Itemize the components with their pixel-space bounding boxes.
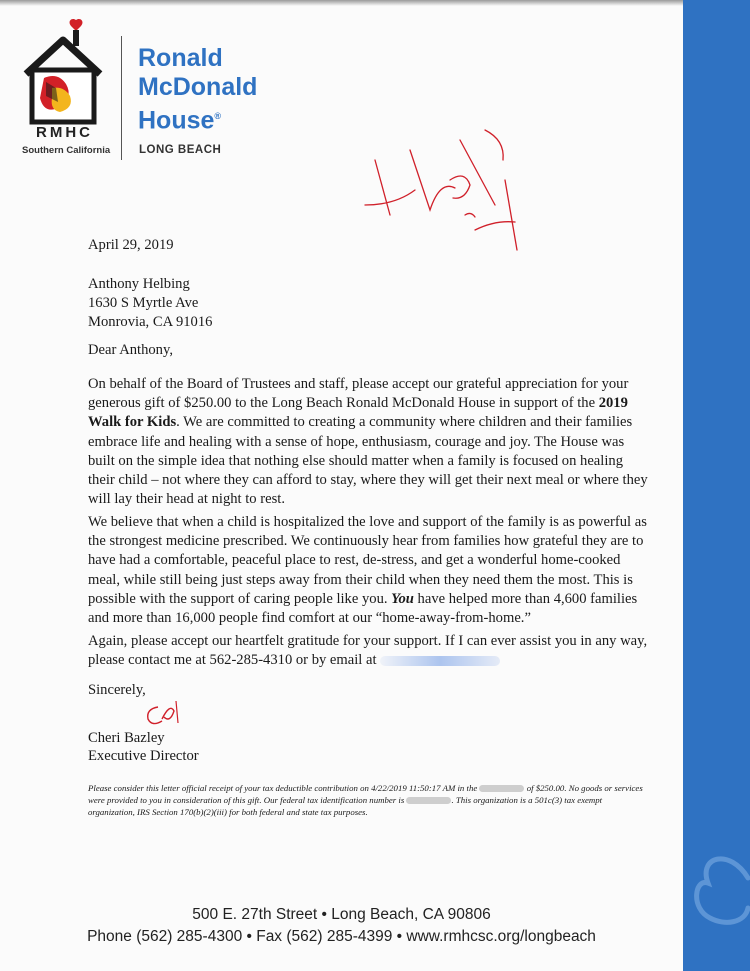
footer-contact: Phone (562) 285-4300 • Fax (562) 285-4399 • www.rmhcsc.org/longbeach <box>87 928 596 945</box>
signer-title: Executive Director <box>88 748 199 764</box>
event-name: 2019 Walk for Kids <box>88 395 628 431</box>
paragraph-1: On behalf of the Board of Trustees and staff, please accept our grateful appreciation for your generous gift of $250.00 to the Long Beach Ronald McDonald House in support of the 2019 Walk for Kids. We are committed to creating a community where children and their families embrace life and healing with a sense of hope, enthusiasm, courage and joy. The House was built on the simple idea that nothing else should matter when a family is focused on healing their child – not where they can afford to stay, where they will get their next meal or where they will lay their head at night to rest. <box>88 376 648 508</box>
rmhc-logo-icon <box>18 18 108 128</box>
recipient-street: 1630 S Myrtle Ave <box>88 295 199 311</box>
brand-line-1: Ronald <box>138 44 223 72</box>
redacted-method <box>479 785 524 792</box>
tax-receipt-note: Please consider this letter official receipt of your tax deductible contribution on 4/22/2019 11:50:17 AM in the of $250.00. No goods or services were provided to you in consideration of this gift. Our federal tax identification number is . This organization is a 501c(3) tax exempt organization, IRS Section 170(b)(2)(iii) for both federal and state tax purposes. <box>88 783 643 817</box>
signer-name: Cheri Bazley <box>88 730 165 746</box>
signature-initials <box>140 697 190 729</box>
paragraph-2: We believe that when a child is hospitalized the love and support of the family is as powerful as the strongest medicine prescribed. We continuously hear from families how grateful they are to have had a comfortable, peaceful place to rest, de-stress, and get a wonderful home-cooked meal, while still being just steps away from their child when they need them the most. This is possible with the support of caring people like you. You have helped more than 4,600 families and more than 16,000 people find comfort at our “home-away-from-home.” <box>88 514 647 627</box>
heart-outline-icon <box>690 838 750 933</box>
brand-line-2: McDonald <box>138 73 258 101</box>
recipient-name: Anthony Helbing <box>88 276 190 292</box>
letter-date: April 29, 2019 <box>88 237 174 253</box>
recipient-city: Monrovia, CA 91016 <box>88 314 213 330</box>
closing: Sincerely, <box>88 682 146 698</box>
paragraph-3: Again, please accept our heartfelt gratitude for your support. If I can ever assist you in any way, please contact me at 562-285-4310 or by email at <box>88 633 648 669</box>
blue-side-band <box>683 0 750 971</box>
top-edge-shadow <box>0 0 683 6</box>
brand-name <box>138 44 257 135</box>
footer-address: 500 E. 27th Street • Long Beach, CA 90806 <box>192 906 491 923</box>
redacted-email <box>380 656 500 666</box>
brand-line-3: House® <box>138 106 222 135</box>
redacted-tax-id <box>406 797 451 804</box>
chapter-city: LONG BEACH <box>139 144 222 156</box>
logo-wordmark: RMHC <box>36 124 93 141</box>
logo-region: Southern California <box>22 145 111 156</box>
handwritten-thanks-annotation <box>355 110 535 255</box>
logo-divider <box>121 36 122 160</box>
salutation: Dear Anthony, <box>88 342 173 358</box>
